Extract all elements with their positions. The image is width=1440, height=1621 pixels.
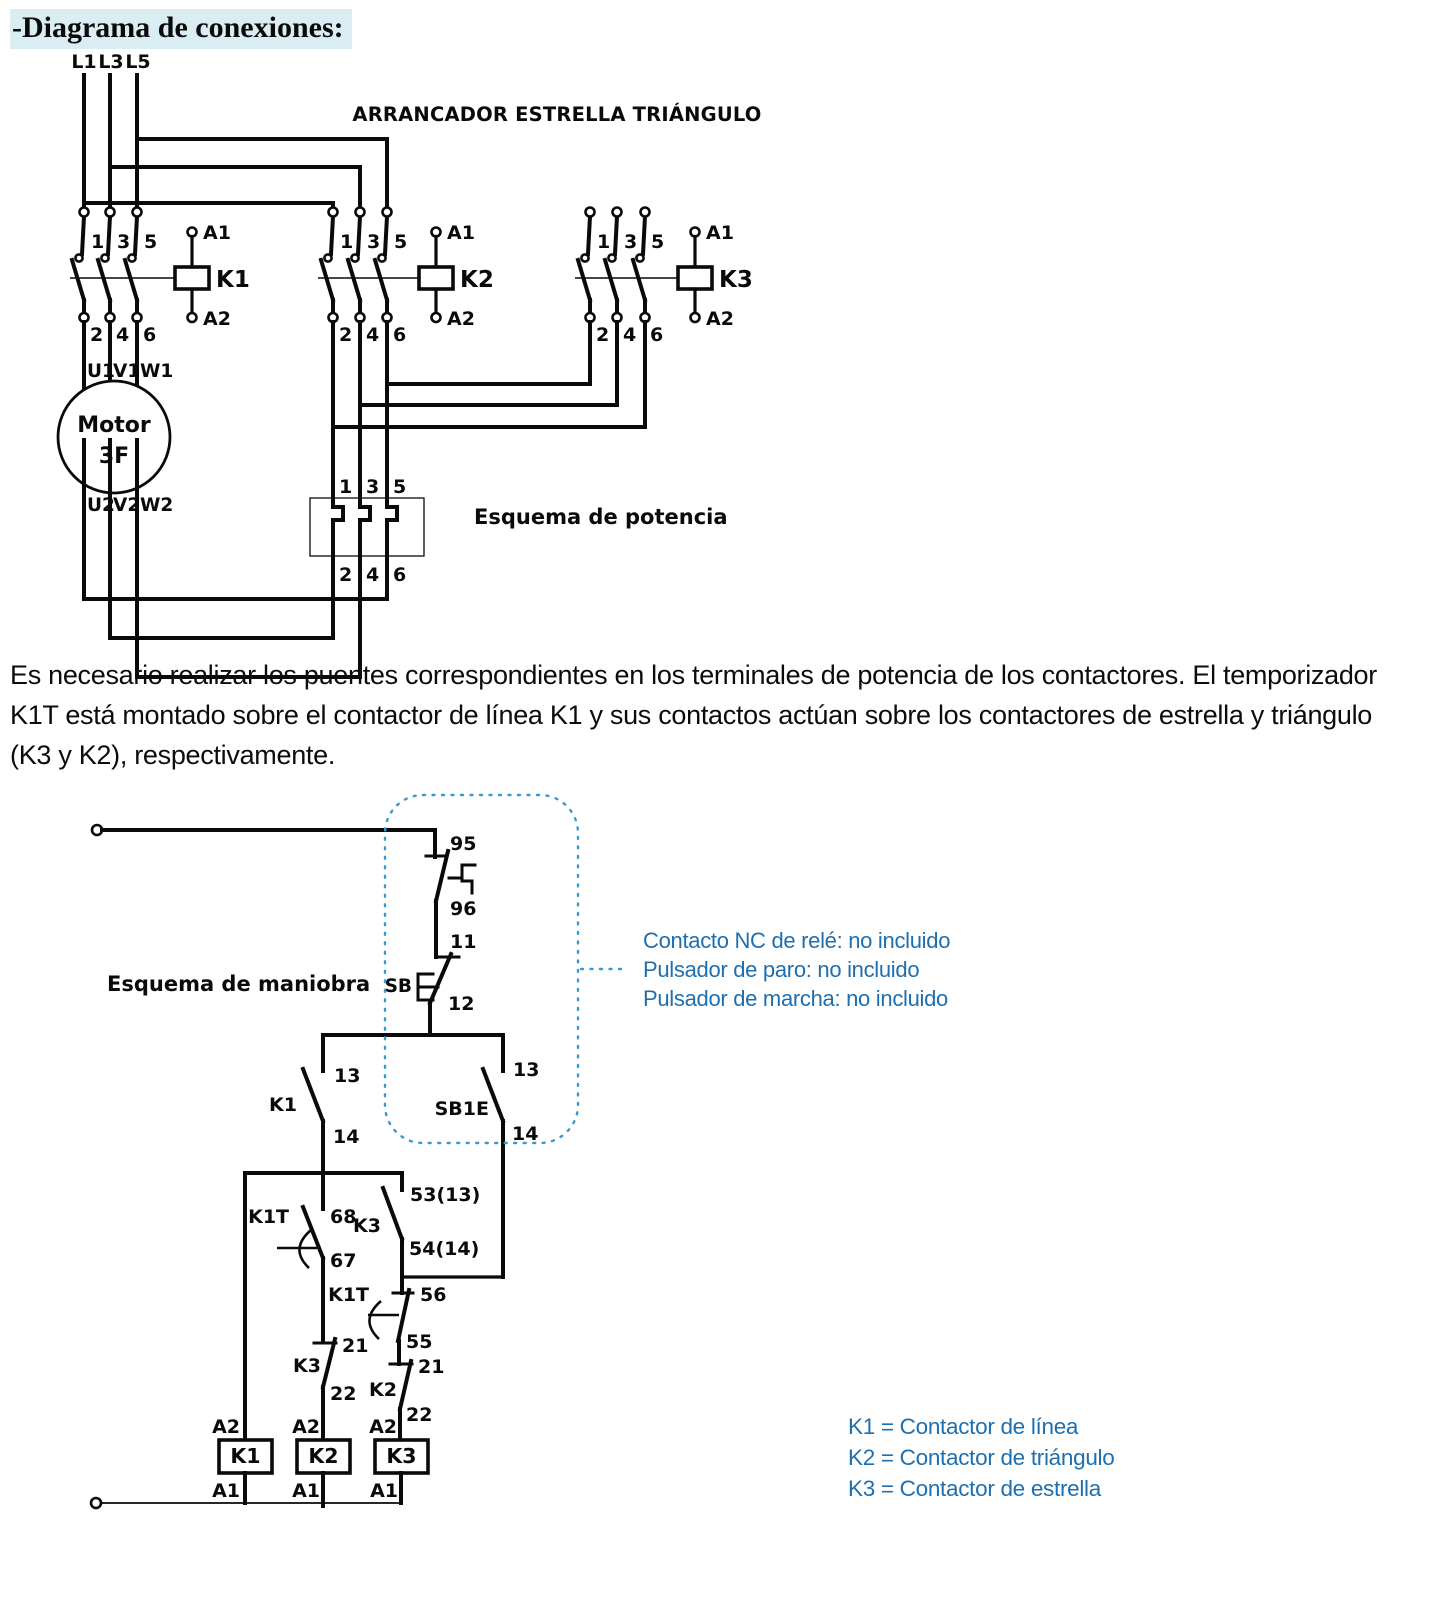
k1-coil-a2-label: A2: [212, 1416, 240, 1438]
k1t-nc-terminal-55: 55: [406, 1331, 433, 1353]
k3-terminal-1: 1: [597, 231, 611, 253]
k1t-no-label: K1T: [248, 1206, 289, 1228]
overload-terminal-4: 4: [366, 564, 380, 586]
k1-aux-label: K1: [269, 1094, 297, 1116]
phase-l3-label: L3: [98, 51, 124, 73]
motor-u2: U2: [87, 495, 115, 516]
k1-terminal-1: 1: [91, 231, 105, 253]
page-title: -Diagrama de conexiones:: [10, 9, 352, 49]
k1-coil-name: K1: [216, 267, 250, 293]
annotation-line: Contacto NC de relé: no incluido: [643, 928, 951, 953]
k1-terminal-5: 5: [144, 231, 158, 253]
k2-terminal-5: 5: [394, 231, 408, 253]
k3-terminal-3: 3: [624, 231, 638, 253]
phase-l5-label: L5: [125, 51, 151, 73]
motor-w1: W1: [140, 361, 174, 382]
legend-line: K1 = Contactor de línea: [848, 1414, 1079, 1439]
stop-terminal-12: 12: [448, 993, 475, 1015]
contactor-k2-power: [318, 208, 494, 508]
k1-aux-contact: [303, 1035, 323, 1209]
k2-coil-name: K2: [460, 267, 494, 293]
overload-relay: [310, 476, 424, 677]
k2-coil-a2-label: A2: [292, 1416, 320, 1438]
k1-terminal-6: 6: [143, 324, 157, 346]
k1-aux-terminal-14: 14: [333, 1126, 360, 1148]
relay-terminal-95: 95: [450, 833, 477, 855]
start-button-label: SB1E: [434, 1098, 489, 1120]
overload-terminal-1: 1: [339, 476, 353, 498]
phase-wires: [84, 75, 387, 208]
power-heading: ARRANCADOR ESTRELLA TRIÁNGULO: [352, 103, 762, 126]
start-button-contact: [483, 1035, 503, 1277]
k3-coil-a2-label: A2: [369, 1416, 397, 1438]
motor-w2: W2: [140, 495, 174, 516]
overload-terminal-2: 2: [339, 564, 353, 586]
k1-coil-a2: A2: [203, 308, 231, 330]
k2-terminal-3: 3: [367, 231, 381, 253]
k3-terminal-5: 5: [651, 231, 665, 253]
annotation-line: Pulsador de marcha: no incluido: [643, 986, 948, 1011]
k3-nc-terminal-22: 22: [330, 1383, 357, 1405]
k2-coil-box-label: K2: [308, 1444, 339, 1468]
thermal-trip-symbol: [449, 865, 475, 893]
contactor-legend: [848, 1411, 1114, 1504]
not-included-outline: [385, 795, 625, 1143]
k3-nc-label: K3: [293, 1355, 321, 1377]
k3-coil-a1: A1: [706, 222, 734, 244]
supply-rail-top: [92, 825, 435, 857]
k3-terminal-2: 2: [596, 324, 610, 346]
k2-coil-a1-label: A1: [292, 1480, 320, 1502]
motor-name: Motor: [77, 413, 151, 438]
k1-coil-a1: A1: [203, 222, 231, 244]
k1t-nc-label: K1T: [328, 1284, 369, 1306]
k2-poles: [321, 208, 392, 508]
annotation-line: Pulsador de paro: no incluido: [643, 957, 920, 982]
overload-terminal-6: 6: [393, 564, 407, 586]
phase-l1-label: L1: [71, 51, 97, 73]
k2-terminal-4: 4: [366, 324, 380, 346]
k3-aux-terminal-53: 53(13): [410, 1184, 481, 1206]
k3-coil-name: K3: [719, 267, 753, 293]
k3-aux-label: K3: [353, 1215, 381, 1237]
k1-terminal-2: 2: [90, 324, 104, 346]
body-paragraph: Es necesario realizar los puentes correspondientes en los terminales de potencia de los contactores. El temporizador K1T está montado sobre el contactor de línea K1 y sus contactos actúan sobre los contactores de estrella y triángulo (K3 y K2), respectivamente.: [10, 660, 1377, 770]
control-caption: Esquema de maniobra: [107, 972, 371, 996]
k1t-nc-terminal-56: 56: [420, 1284, 447, 1306]
control-diagram: [91, 795, 625, 1508]
power-caption: Esquema de potencia: [474, 505, 728, 529]
start-terminal-14: 14: [512, 1123, 539, 1145]
power-diagram: [58, 51, 762, 677]
k3-poles: [578, 208, 650, 323]
legend-line: K3 = Contactor de estrella: [848, 1476, 1101, 1501]
k3-coil-a2: A2: [706, 308, 734, 330]
stop-button-label: SB: [384, 976, 412, 997]
delay-arc: [369, 1301, 381, 1339]
k3-coil-box-label: K3: [386, 1444, 417, 1468]
legend-line: K2 = Contactor de triángulo: [848, 1445, 1115, 1470]
k2-coil-a2: A2: [447, 308, 475, 330]
not-included-annotations: [643, 926, 950, 1013]
stop-terminal-11: 11: [450, 931, 477, 953]
k1-coil-a1-label: A1: [212, 1480, 240, 1502]
k1-aux-terminal-13: 13: [334, 1065, 361, 1087]
k2-coil-a1: A1: [447, 222, 475, 244]
contactor-k3-power: [575, 208, 753, 347]
k3-nc-terminal-21: 21: [342, 1335, 369, 1357]
start-terminal-13: 13: [513, 1059, 540, 1081]
motor-v1: V1: [113, 361, 141, 382]
k3-aux-no-contact: [383, 1173, 402, 1293]
k2-terminal-1: 1: [340, 231, 354, 253]
k1-terminal-4: 4: [116, 324, 130, 346]
k1-coil-box-label: K1: [230, 1444, 261, 1468]
k1-terminal-3: 3: [117, 231, 131, 253]
k2-nc-label: K2: [369, 1379, 397, 1401]
k1t-no-terminal-67: 67: [330, 1250, 357, 1272]
relay-terminal-96: 96: [450, 898, 477, 920]
k3-terminal-6: 6: [650, 324, 664, 346]
k3-terminal-4: 4: [623, 324, 637, 346]
motor-u1: U1: [87, 361, 115, 382]
k2-terminal-2: 2: [339, 324, 353, 346]
k3-coil-a1-label: A1: [370, 1480, 398, 1502]
k2-nc-terminal-22: 22: [406, 1404, 433, 1426]
k3-aux-terminal-54: 54(14): [409, 1238, 480, 1260]
motor-type: 3F: [98, 444, 130, 469]
motor-v2: V2: [113, 495, 141, 516]
k2-terminal-6: 6: [393, 324, 407, 346]
overload-terminal-3: 3: [366, 476, 380, 498]
k1t-no-terminal-68: 68: [330, 1206, 357, 1228]
motor: [58, 381, 170, 493]
overload-terminal-5: 5: [393, 476, 407, 498]
k2-nc-terminal-21: 21: [418, 1356, 445, 1378]
